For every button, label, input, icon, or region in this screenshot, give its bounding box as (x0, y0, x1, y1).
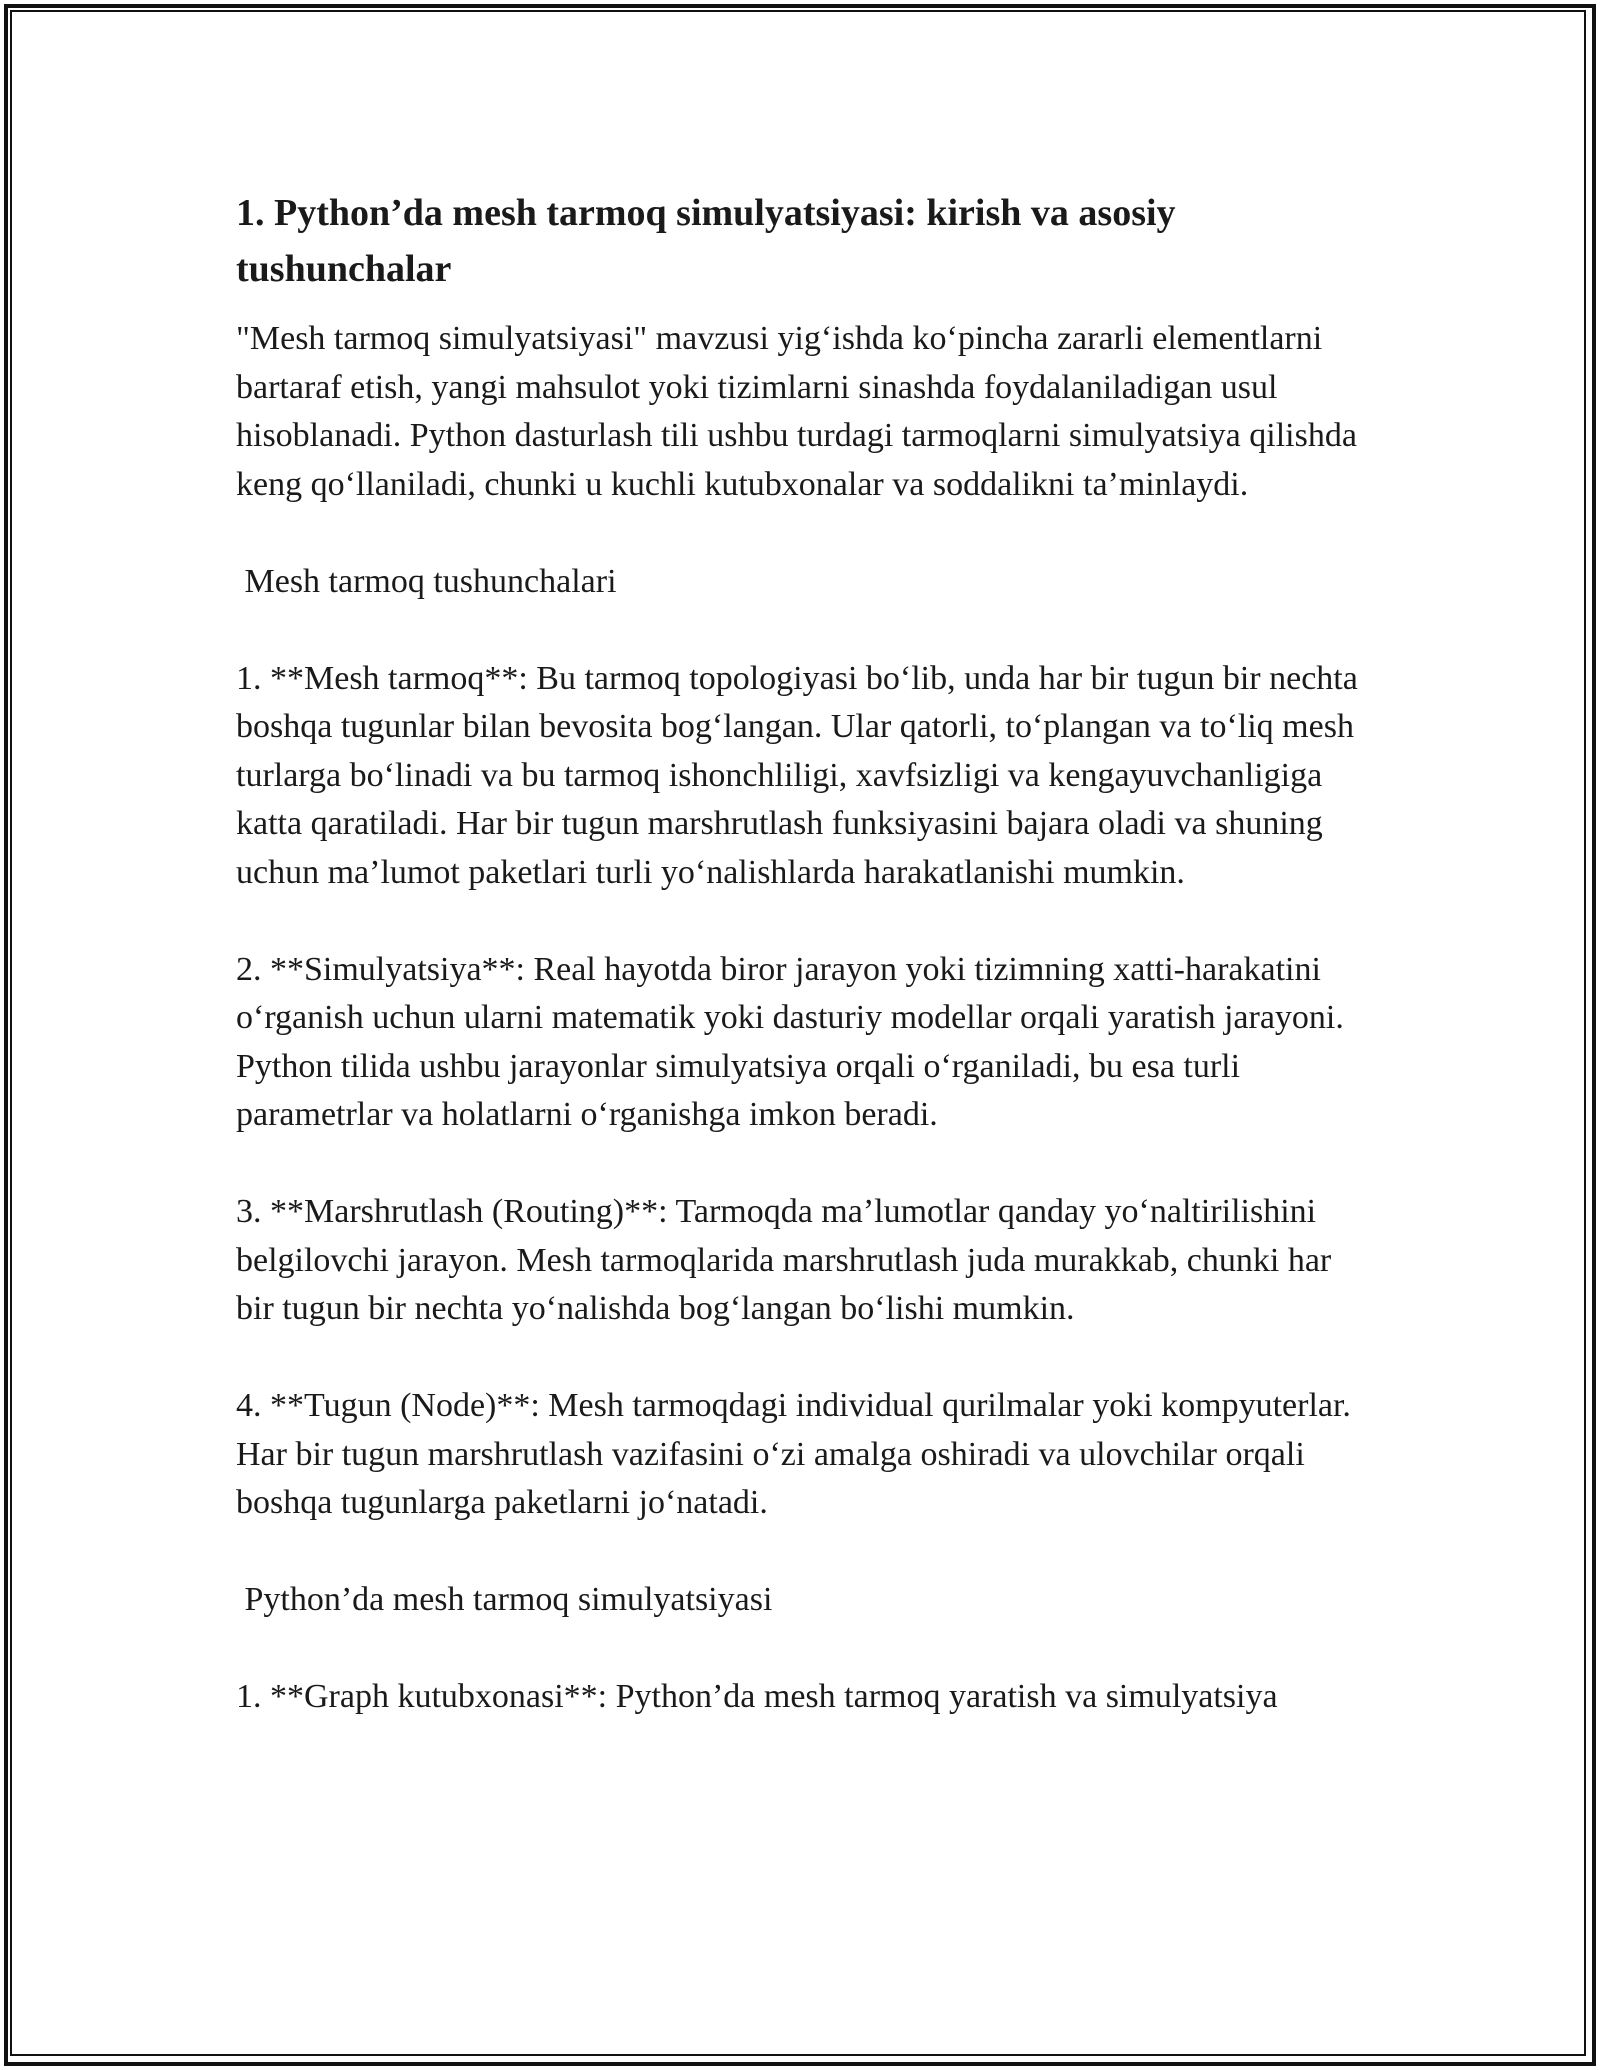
document-body (236, 185, 1376, 1722)
list-item-simulation: 2. **Simulyatsiya**: Real hayotda biror jarayon yoki tizimning xatti-harakatini o‘rganish uchun ularni matematik yoki dasturiy modellar orqali yaratish jarayoni. Python tilida ushbu jarayonlar simulyatsiya orqali o‘rganiladi, bu esa turli parametrlar va holatlarni o‘rganishga imkon beradi. (236, 950, 1353, 1133)
list-item-mesh-network: 1. **Mesh tarmoq**: Bu tarmoq topologiyasi bo‘lib, unda har bir tugun bir nechta boshqa tugunlar bilan bevosita bog‘langan. Ular qatorli, to‘plangan va to‘liq mesh turlarga bo‘linadi va bu tarmoq ishonchliligi, xavfsizligi va kengayuvchanligiga katta qaratiladi. Har bir tugun marshrutlash funksiyasini bajara oladi va shuning uchun ma’lumot paketlari turli yo‘nalishlarda harakatlanishi mumkin. (236, 659, 1367, 891)
list-item-routing: 3. **Marshrutlash (Routing)**: Tarmoqda ma’lumotlar qanday yo‘naltirilishini belgilovchi jarayon. Mesh tarmoqlarida marshrutlash juda murakkab, chunki har bir tugun bir nechta yo‘nalishda bog‘langan bo‘lishi mumkin. (236, 1193, 1340, 1327)
section-heading-concepts: Mesh tarmoq tushunchalari (236, 562, 617, 600)
document-title: 1. Python’da mesh tarmoq simulyatsiyasi: kirish va asosiy tushunchalar (236, 192, 1176, 290)
intro-paragraph: "Mesh tarmoq simulyatsiyasi" mavzusi yig‘ishda ko‘pincha zararli elementlarni bartaraf etish, yangi mahsulot yoki tizimlarni sinashda foydalaniladigan usul hisoblanadi. Python dasturlash tili ushbu turdagi tarmoqlarni simulyatsiya qilishda keng qo‘llaniladi, chunki u kuchli kutubxonalar va soddalikni ta’minlaydi. (236, 320, 1366, 503)
section-heading-python-simulation: Python’da mesh tarmoq simulyatsiyasi (236, 1581, 773, 1618)
list-item-graph-library: 1. **Graph kutubxonasi**: Python’da mesh tarmoq yaratish va simulyatsiya (236, 1678, 1278, 1715)
list-item-node: 4. **Tugun (Node)**: Mesh tarmoqdagi individual qurilmalar yoki kompyuterlar. Har bir tugun marshrutlash vazifasini o‘zi amalga oshiradi va ulovchilar orqali boshqa tugunlarga paketlarni jo‘natadi. (236, 1387, 1360, 1521)
